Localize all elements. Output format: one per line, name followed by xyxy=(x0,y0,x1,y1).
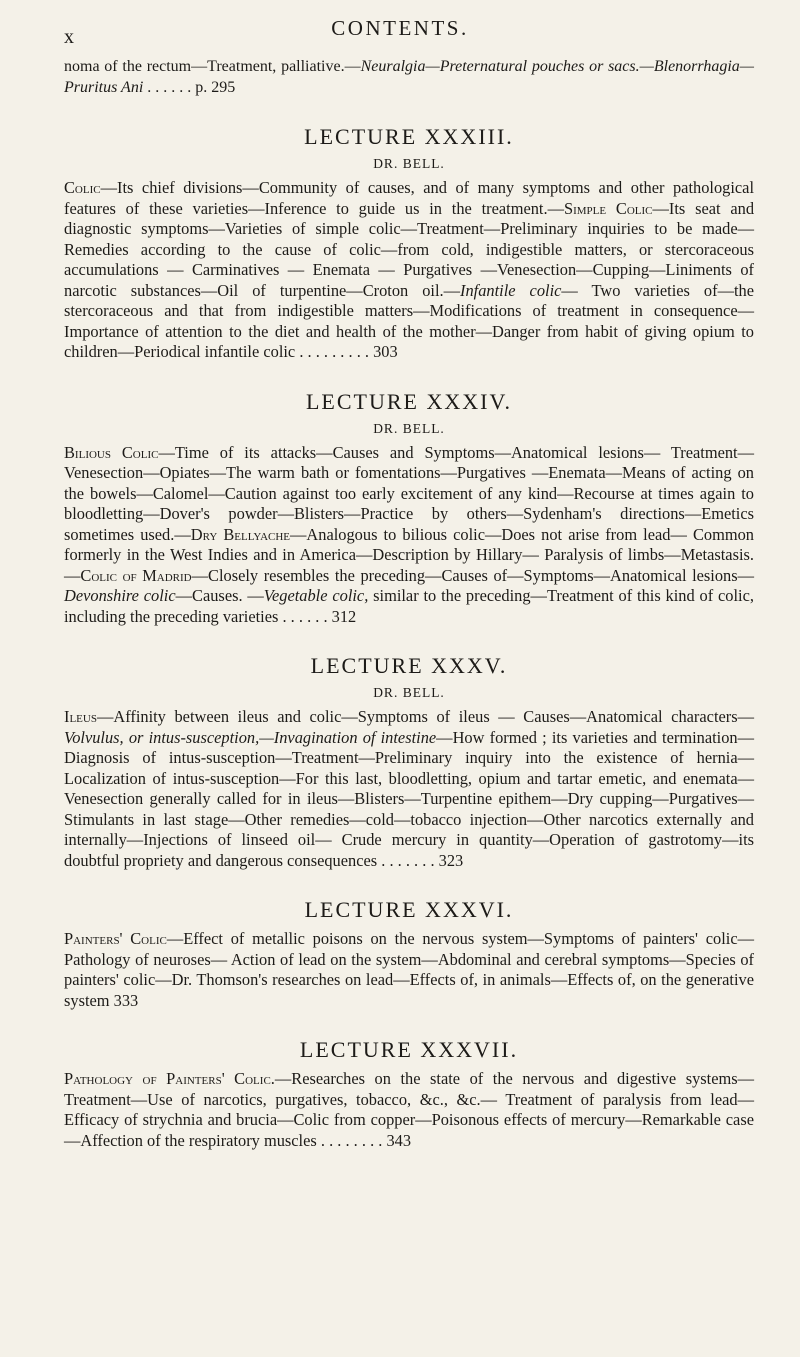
lecture-summary xyxy=(64,178,754,363)
contents-list xyxy=(64,57,754,1151)
summary-text: —How formed ; its varieties and termination—Diagnosis of intus-susception—Treatment—Preliminary inquiry into the existence of hernia—Localization of intus-susception—For this last, bloodletting, opium and tartar emetic, and enemata— Venesection generally called for in ileus—Blisters—Turpentine epithem—Dry cupping—Purgatives—Stimulants in last stage—Other remedies—cold—tobacco injection—Other narcotics externally and internally—Injections of linseed oil— Crude mercury in quantity—Operation of gastrotomy—its doubtful propriety and dangerous consequences xyxy=(64,727,754,870)
lecture-heading: LECTURE XXXVII. xyxy=(299,1037,519,1062)
topic-heading: Colic of Madrid xyxy=(80,565,192,585)
topic-heading: Colic xyxy=(64,178,101,197)
topic-heading: Dry Bellyache xyxy=(190,524,291,544)
summary-text: —Effect of metallic poisons on the nervous system—Symptoms of painters' colic—Pathology of neuroses— Action of lead on the system—Abdominal and cerebral symptoms—Species of painters' colic—Dr. Thomson's researches on lead—Effects of, in animals—Effects of, on the generative system xyxy=(64,929,754,1010)
summary-text: —Causes. — xyxy=(175,586,264,605)
page-reference: . . . . . . . . . 303 xyxy=(299,342,398,361)
lecture-heading: LECTURE XXXVI. xyxy=(304,897,514,922)
continued-entry xyxy=(64,57,754,98)
summary-text: —Closely resembles the preceding—Causes of—Symptoms—Anatomical lesions— xyxy=(191,565,755,585)
summary-text: — Two varieties of—the stercoraceous and that from indigestible matters—Modifications of treatment in consequence—Importance of attention to the diet and health of the mother—Danger from habit of giving opium to children—Periodical infantile colic xyxy=(64,280,754,361)
lecture-heading: LECTURE XXXIII. xyxy=(304,124,514,149)
running-title: CONTENTS. xyxy=(331,16,469,40)
lecture-summary xyxy=(64,1069,754,1151)
topic-heading: Pathology of Painters' Colic xyxy=(64,1069,271,1088)
italic-term: Infantile colic xyxy=(460,280,562,300)
lecture-summary xyxy=(64,929,754,1011)
page-reference: . . . . . . . . 343 xyxy=(320,1130,412,1150)
entry-italic: Neuralgia—Preternatural pouches or sacs.—Blenorrhagia—Pruritus Ani xyxy=(64,58,755,96)
topic-heading: Painters' Colic xyxy=(64,929,167,948)
summary-text: —Its chief divisions—Community of causes, and of many symptoms and other pathological features of these varieties—Inference to guide us in the treatment.— xyxy=(64,178,754,218)
lecturer-name: DR. BELL. xyxy=(373,685,445,700)
topic-heading: Simple Colic xyxy=(563,198,653,218)
lecture-summary xyxy=(64,707,754,871)
lecture-heading: LECTURE XXXV. xyxy=(310,653,508,678)
lecturer-name: DR. BELL. xyxy=(373,420,445,436)
page-reference: 333 xyxy=(113,990,139,1010)
entry-text: noma of the rectum—Treatment, palliative.— xyxy=(64,58,361,75)
page-number: x xyxy=(64,26,74,48)
lecturer-name: DR. BELL. xyxy=(373,156,445,171)
summary-text: —Affinity between ileus and colic—Symptoms of ileus — Causes—Anatomical characters— xyxy=(96,707,754,726)
entry-page: . . . . . . p. 295 xyxy=(147,78,236,96)
topic-heading: Bilious Colic xyxy=(64,442,159,462)
summary-text: similar to the preceding—Treatment of this kind of colic, including the preceding varieties xyxy=(64,586,754,626)
summary-text: .—Researches on the state of the nervous and digestive systems—Treatment—Use of narcotics, purgatives, tobacco, &c., &c.— Treatment of paralysis from lead—Efficacy of strychnia and brucia—Colic from copper—Poisonous effects of mercury—Remarkable case—Affection of the respiratory muscles xyxy=(64,1069,754,1150)
running-head xyxy=(0,10,800,50)
italic-term: Vegetable colic, xyxy=(263,586,369,605)
italic-term: Volvulus, or intus-susception,—Invagination of intestine xyxy=(64,727,437,747)
summary-text: —Analogous to bilious colic—Does not arise from lead— Common formerly in the West Indies and in America—Description by Hillary— Paralysis of limbs—Metastasis.— xyxy=(64,524,754,585)
lecture-summary xyxy=(64,443,754,628)
topic-heading: Ileus xyxy=(64,707,97,726)
summary-text: —Its seat and diagnostic symptoms—Varieties of simple colic—Treatment—Preliminary inquiries to be made—Remedies according to the cause of colic—from cold, indigestible matters, or stercoraceous accumulations — Carminatives — Enemata — Purgatives —Venesection—Cupping—Liniments of narcotic substances—Oil of turpentine—Croton oil.— xyxy=(64,198,755,300)
italic-term: Devonshire colic xyxy=(64,586,176,605)
lecture-heading: LECTURE XXXIV. xyxy=(305,388,513,414)
page-reference: . . . . . . . 323 xyxy=(381,850,464,870)
page-reference: . . . . . . 312 xyxy=(282,606,357,626)
summary-text: —Time of its attacks—Causes and Symptoms—Anatomical lesions— Treatment—Venesection—Opiates—The warm bath or fomentations—Purgatives —Enemata—Means of acting on the bowels—Calomel—Caution against too early excitement of any kind—Recourse at times again to bloodletting—Dover's powder—Blisters—Practice by others—Sydenham's directions—Emetics sometimes used.— xyxy=(64,442,754,544)
